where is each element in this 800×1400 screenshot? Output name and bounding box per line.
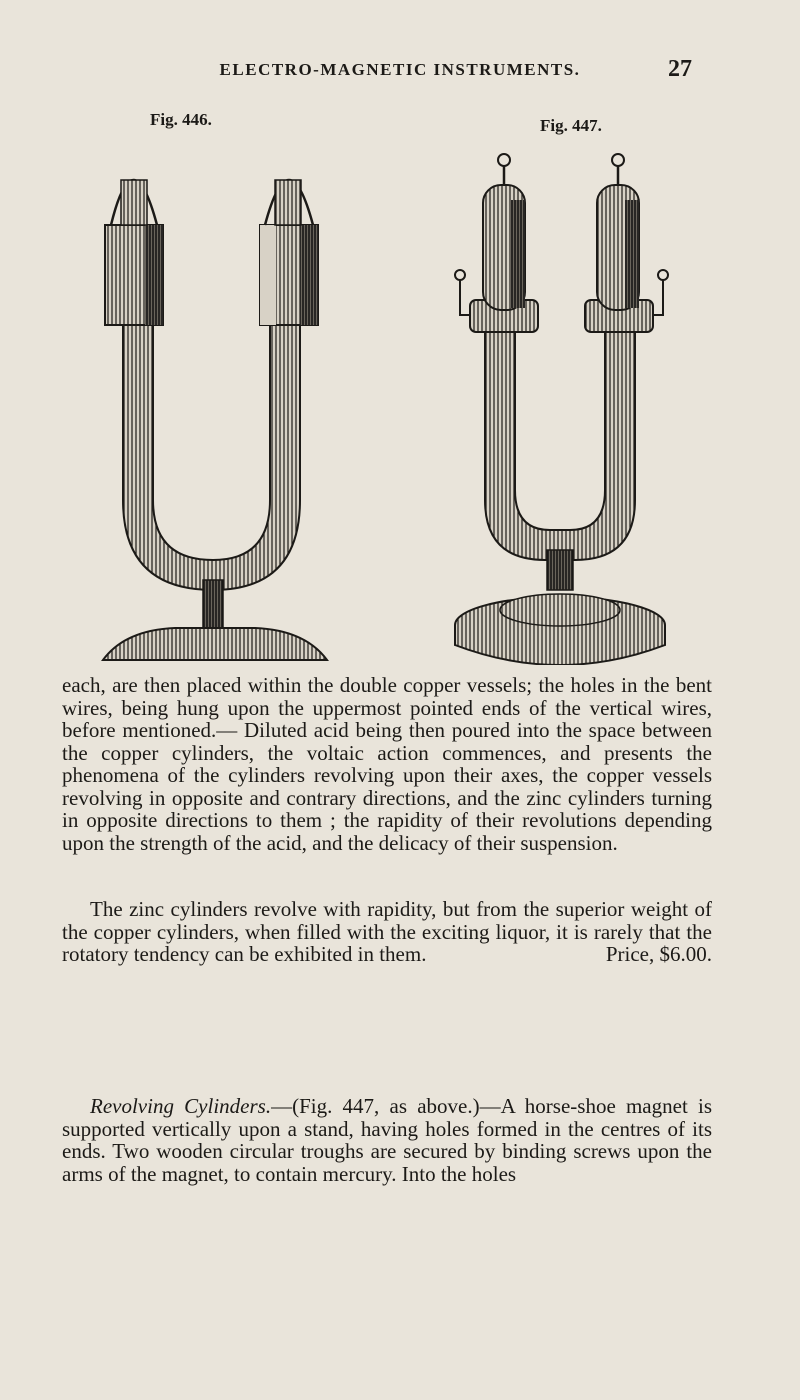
paragraph-continuation (62, 674, 712, 854)
price-label: Price, $6.00. (605, 942, 712, 966)
figure-447-label: Fig. 447. (540, 116, 602, 135)
page-number: 27 (668, 56, 692, 82)
paragraph-revolving-cylinders (62, 1095, 712, 1185)
figure-446-illustration (95, 140, 330, 665)
paragraph-3-body: —(Fig. 447, as above.)—A horse-shoe magnet is supported vertically upon a stand, having holes formed in the centres of its ends. Two wooden circular troughs are secured by binding screws upon the arms of the magnet, to contain mercury. Into the holes (62, 1094, 712, 1186)
figure-447-illustration (445, 140, 675, 665)
paragraph-zinc-cylinders (62, 898, 712, 966)
figure-446-label: Fig. 446. (150, 110, 212, 129)
paragraph-2: The zinc cylinders revolve with rapidity, but from the superior weight of the copper cylinders, when filled with the exciting liquor, it is rarely that the rotatory tendency can be exhibited in them. (62, 897, 712, 966)
running-head: ELECTRO-MAGNETIC INSTRUMENTS. (219, 60, 581, 79)
section-title: Revolving Cylinders. (90, 1094, 272, 1118)
paragraph-1: each, are then placed within the double copper vessels; the holes in the bent wires, being hung upon the uppermost pointed ends of the vertical wires, before mentioned.— Diluted acid being then poured into the space between the copper cylinders, the voltaic action commences, and presents the phenomena of the cylinders revolving upon their axes, the copper vessels revolving in opposite and contrary directions, and the zinc cylinders turning in opposite directions to them ; the rapidity of their revolutions depending upon the strength of the acid, and the delicacy of their suspension. (62, 673, 712, 855)
paragraph-3 (62, 1095, 712, 1185)
